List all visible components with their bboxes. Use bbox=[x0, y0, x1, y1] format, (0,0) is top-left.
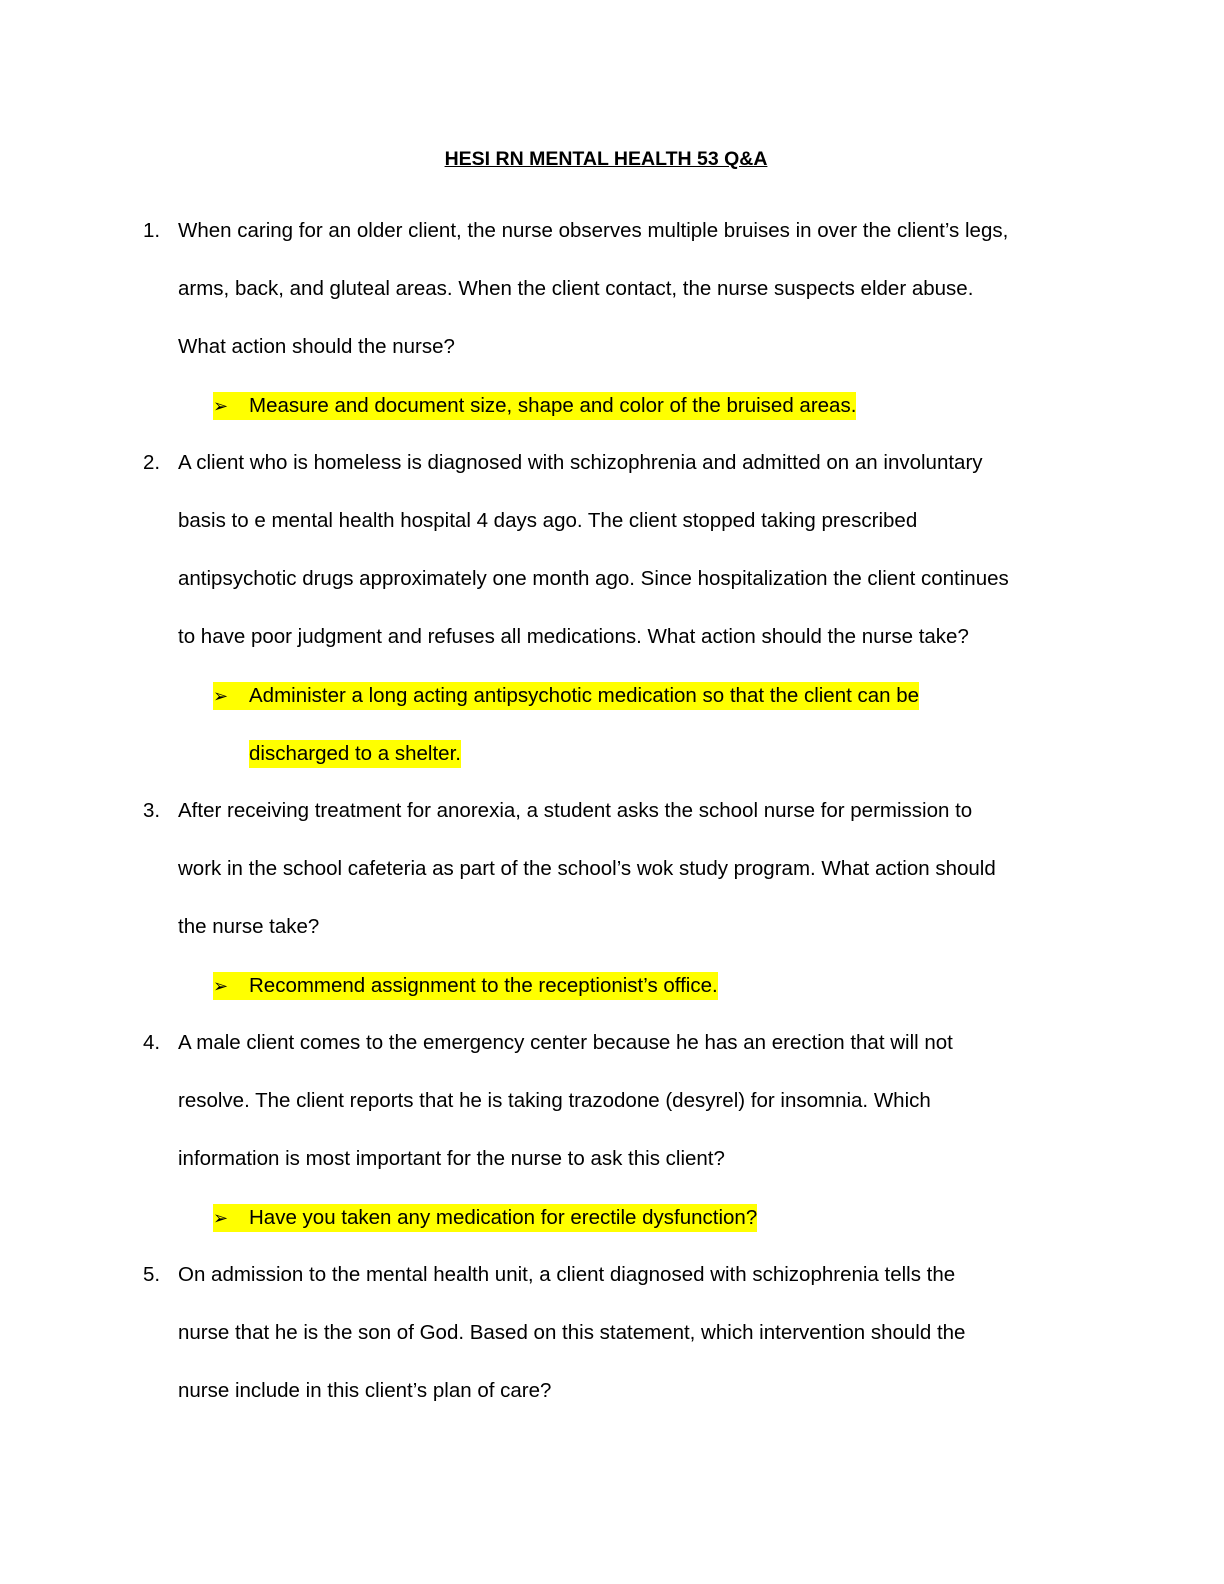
question-text-line: On admission to the mental health unit, a client diagnosed with schizophrenia tells the bbox=[178, 1263, 956, 1286]
arrow-bullet-icon: ➢ bbox=[213, 972, 250, 1000]
question-text-line: work in the school cafeteria as part of the school’s wok study program. What action should bbox=[178, 857, 996, 880]
question-text-line: information is most important for the nurse to ask this client? bbox=[178, 1147, 725, 1170]
question-number: 2. bbox=[143, 451, 161, 474]
highlighted-answer: Have you taken any medication for erectile dysfunction? bbox=[249, 1204, 757, 1232]
question-text-line: the nurse take? bbox=[178, 915, 320, 938]
highlighted-answer: Measure and document size, shape and color of the bruised areas. bbox=[249, 392, 856, 420]
question-number: 3. bbox=[143, 799, 161, 822]
highlighted-answer: discharged to a shelter. bbox=[249, 740, 461, 768]
question-text-line: nurse that he is the son of God. Based on this statement, which intervention should the bbox=[178, 1321, 966, 1344]
question-text-line: nurse include in this client’s plan of care? bbox=[178, 1379, 552, 1402]
question-text-line: basis to e mental health hospital 4 days ago. The client stopped taking prescribed bbox=[178, 509, 918, 532]
highlighted-answer: Recommend assignment to the receptionist’s office. bbox=[249, 972, 718, 1000]
document-title: HESI RN MENTAL HEALTH 53 Q&A bbox=[444, 148, 768, 170]
question-text-line: After receiving treatment for anorexia, a student asks the school nurse for permission to bbox=[178, 799, 973, 822]
question-text-line: What action should the nurse? bbox=[178, 335, 455, 358]
question-text-line: arms, back, and gluteal areas. When the client contact, the nurse suspects elder abuse. bbox=[178, 277, 974, 300]
question-text-line: antipsychotic drugs approximately one month ago. Since hospitalization the client continues bbox=[178, 567, 1009, 590]
arrow-bullet-icon: ➢ bbox=[213, 1204, 250, 1232]
question-text-line: When caring for an older client, the nurse observes multiple bruises in over the client’s legs, bbox=[178, 219, 1009, 242]
question-number: 4. bbox=[143, 1031, 161, 1054]
question-number: 5. bbox=[143, 1263, 161, 1286]
arrow-bullet-icon: ➢ bbox=[213, 682, 250, 710]
arrow-bullet-icon: ➢ bbox=[213, 392, 250, 420]
highlighted-answer: Administer a long acting antipsychotic medication so that the client can be bbox=[249, 682, 919, 710]
question-text-line: A client who is homeless is diagnosed with schizophrenia and admitted on an involuntary bbox=[178, 451, 983, 474]
question-text-line: to have poor judgment and refuses all medications. What action should the nurse take? bbox=[178, 625, 969, 648]
question-text-line: resolve. The client reports that he is taking trazodone (desyrel) for insomnia. Which bbox=[178, 1089, 931, 1112]
question-number: 1. bbox=[143, 219, 161, 242]
question-text-line: A male client comes to the emergency center because he has an erection that will not bbox=[178, 1031, 953, 1054]
